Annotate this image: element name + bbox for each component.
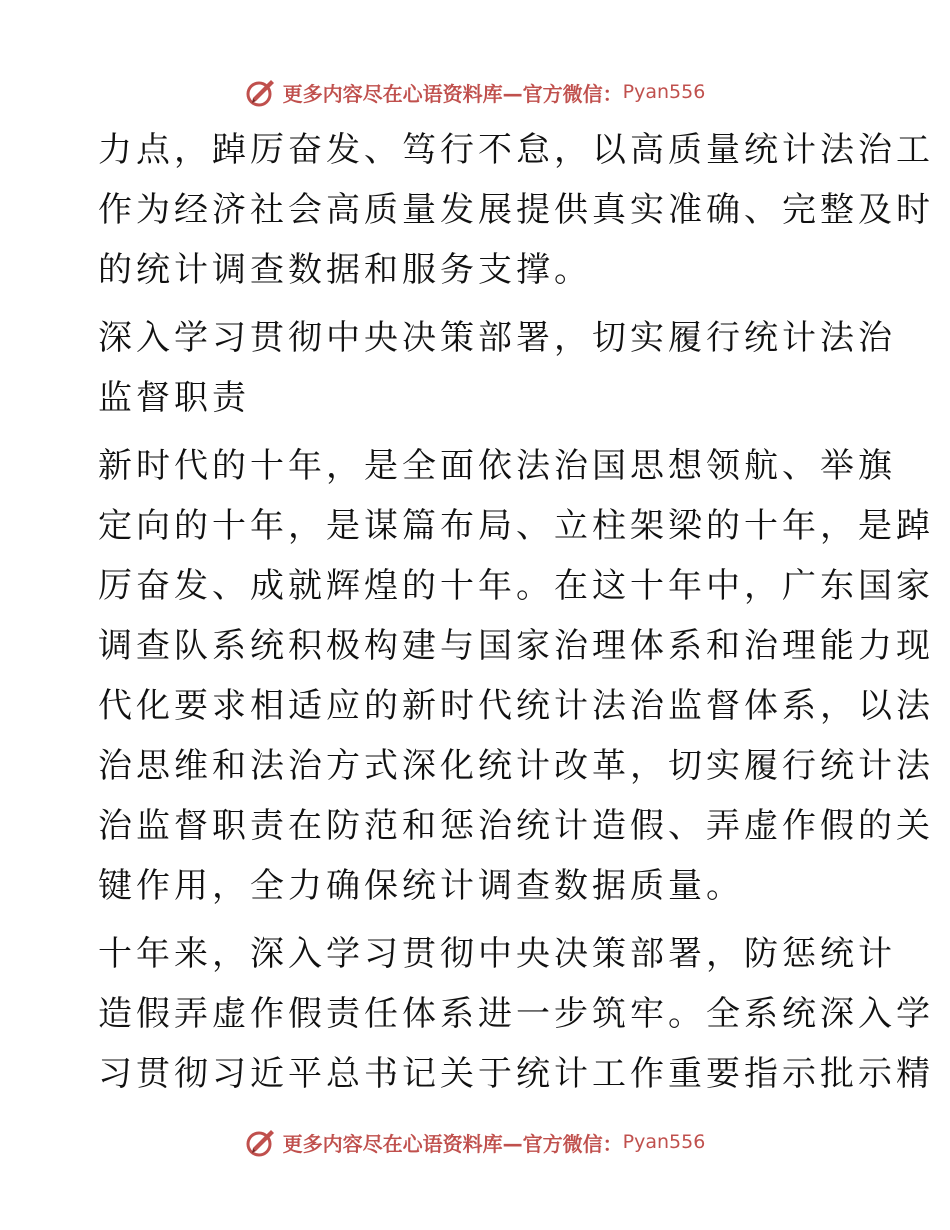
quill-logo-icon bbox=[245, 1126, 277, 1158]
footer-watermark bbox=[0, 1122, 950, 1162]
watermark-text: 更多内容尽在心语资料库—官方微信： bbox=[282, 1131, 623, 1156]
text-line: 深入学习贯彻中央决策部署，切实履行统计法治 bbox=[98, 318, 896, 358]
text-line: 力点，踔厉奋发、笃行不怠，以高质量统计法治工 bbox=[98, 130, 934, 170]
text-line: 治思维和法治方式深化统计改革，切实履行统计法 bbox=[98, 746, 934, 786]
section-heading bbox=[98, 308, 896, 428]
paragraph bbox=[98, 120, 934, 300]
text-line: 代化要求相适应的新时代统计法治监督体系，以法 bbox=[98, 686, 934, 726]
text-line: 治监督职责在防范和惩治统计造假、弄虚作假的关 bbox=[98, 806, 934, 846]
text-line: 调查队系统积极构建与国家治理体系和治理能力现 bbox=[98, 626, 934, 666]
text-line: 键作用，全力确保统计调查数据质量。 bbox=[98, 866, 744, 906]
text-line: 监督职责 bbox=[98, 378, 250, 418]
text-line: 新时代的十年，是全面依法治国思想领航、举旗 bbox=[98, 446, 896, 486]
text-line: 厉奋发、成就辉煌的十年。在这十年中，广东国家 bbox=[98, 566, 934, 606]
text-line: 十年来，深入学习贯彻中央决策部署，防惩统计 bbox=[98, 934, 896, 974]
document-body bbox=[98, 120, 934, 1104]
text-line: 作为经济社会高质量发展提供真实准确、完整及时 bbox=[98, 190, 934, 230]
watermark-contact: Pyan556 bbox=[622, 1131, 706, 1153]
watermark-text: 更多内容尽在心语资料库—官方微信： bbox=[282, 81, 623, 106]
paragraph bbox=[98, 436, 934, 916]
header-watermark bbox=[0, 72, 950, 112]
text-line: 的统计调查数据和服务支撑。 bbox=[98, 250, 592, 290]
text-line: 造假弄虚作假责任体系进一步筑牢。全系统深入学 bbox=[98, 994, 934, 1034]
text-line: 习贯彻习近平总书记关于统计工作重要指示批示精 bbox=[98, 1054, 934, 1094]
paragraph bbox=[98, 924, 934, 1104]
quill-logo-icon bbox=[245, 76, 277, 108]
watermark-contact: Pyan556 bbox=[622, 81, 706, 103]
text-line: 定向的十年，是谋篇布局、立柱架梁的十年，是踔 bbox=[98, 506, 934, 546]
